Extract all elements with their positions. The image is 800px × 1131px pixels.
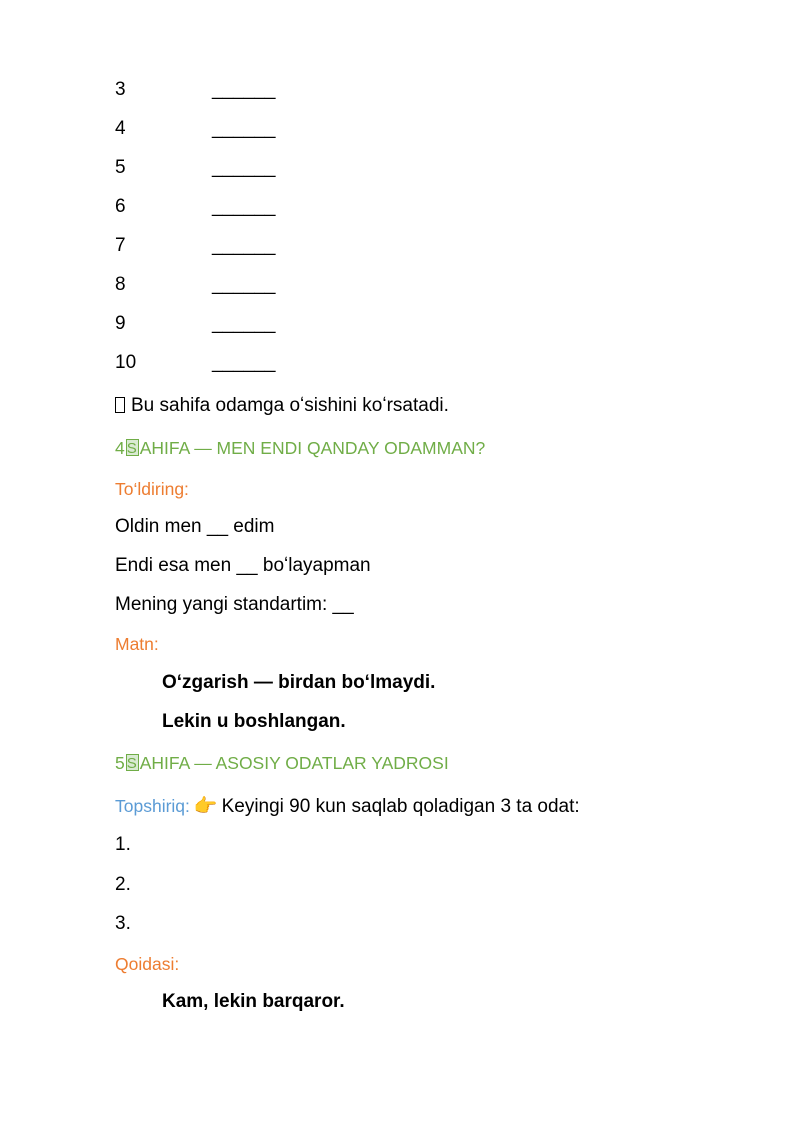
text-line: Lekin u boshlangan. bbox=[162, 711, 346, 732]
note-text: Bu sahifa odamga oʻsishini koʻrsatadi. bbox=[131, 395, 449, 416]
section4-number: 4 bbox=[115, 438, 125, 458]
missing-glyph-icon bbox=[115, 397, 125, 413]
list-item bbox=[115, 234, 275, 258]
answer-blank: ______ bbox=[212, 157, 276, 178]
rule-label: Qoidasi: bbox=[115, 954, 180, 974]
rule-text: Kam, lekin barqaror. bbox=[162, 991, 345, 1012]
answer-blank: ______ bbox=[212, 79, 276, 100]
fill-label: To‘ldiring: bbox=[115, 479, 189, 499]
pointing-hand-icon: 👉 bbox=[193, 796, 218, 817]
list-item bbox=[115, 195, 275, 219]
list-item: 2. bbox=[115, 874, 131, 895]
list-item: 3. bbox=[115, 913, 131, 934]
list-item bbox=[115, 351, 275, 375]
row-number: 5 bbox=[115, 157, 126, 178]
section5-title: AHIFA — ASOSIY ODATLAR YADROSI bbox=[139, 753, 449, 773]
list-item bbox=[115, 156, 275, 180]
task-label: Topshiriq: bbox=[115, 796, 190, 816]
section4-title: AHIFA — MEN ENDI QANDAY ODAMMAN? bbox=[139, 438, 486, 458]
row-number: 4 bbox=[115, 118, 126, 139]
section4-heading bbox=[115, 436, 485, 460]
answer-blank: ______ bbox=[212, 313, 276, 334]
row-number: 7 bbox=[115, 235, 126, 256]
answer-blank: ______ bbox=[212, 274, 276, 295]
task-text: Keyingi 90 kun saqlab qoladigan 3 ta odat: bbox=[221, 796, 580, 817]
box-glyph-icon bbox=[126, 754, 139, 771]
list-item bbox=[115, 273, 275, 297]
answer-blank: ______ bbox=[212, 118, 276, 139]
row-number: 3 bbox=[115, 79, 126, 100]
text-label: Matn: bbox=[115, 634, 159, 654]
row-number: 8 bbox=[115, 274, 126, 295]
fill-line: Mening yangi standartim: __ bbox=[115, 594, 354, 615]
answer-blank: ______ bbox=[212, 235, 276, 256]
note-line bbox=[115, 394, 449, 418]
text-line: Oʻzgarish — birdan boʻlmaydi. bbox=[162, 672, 436, 693]
list-item bbox=[115, 312, 275, 336]
row-number: 6 bbox=[115, 196, 126, 217]
box-glyph-icon bbox=[126, 439, 139, 456]
row-number: 9 bbox=[115, 313, 126, 334]
fill-line: Endi esa men __ boʻlayapman bbox=[115, 555, 371, 576]
row-number: 10 bbox=[115, 352, 137, 373]
task-line bbox=[115, 794, 580, 819]
answer-blank: ______ bbox=[212, 196, 276, 217]
answer-blank: ______ bbox=[212, 352, 276, 373]
section5-heading bbox=[115, 751, 449, 775]
list-item: 1. bbox=[115, 834, 131, 855]
section5-number: 5 bbox=[115, 753, 125, 773]
list-item bbox=[115, 78, 275, 102]
list-item bbox=[115, 117, 275, 141]
fill-line: Oldin men __ edim bbox=[115, 516, 275, 537]
